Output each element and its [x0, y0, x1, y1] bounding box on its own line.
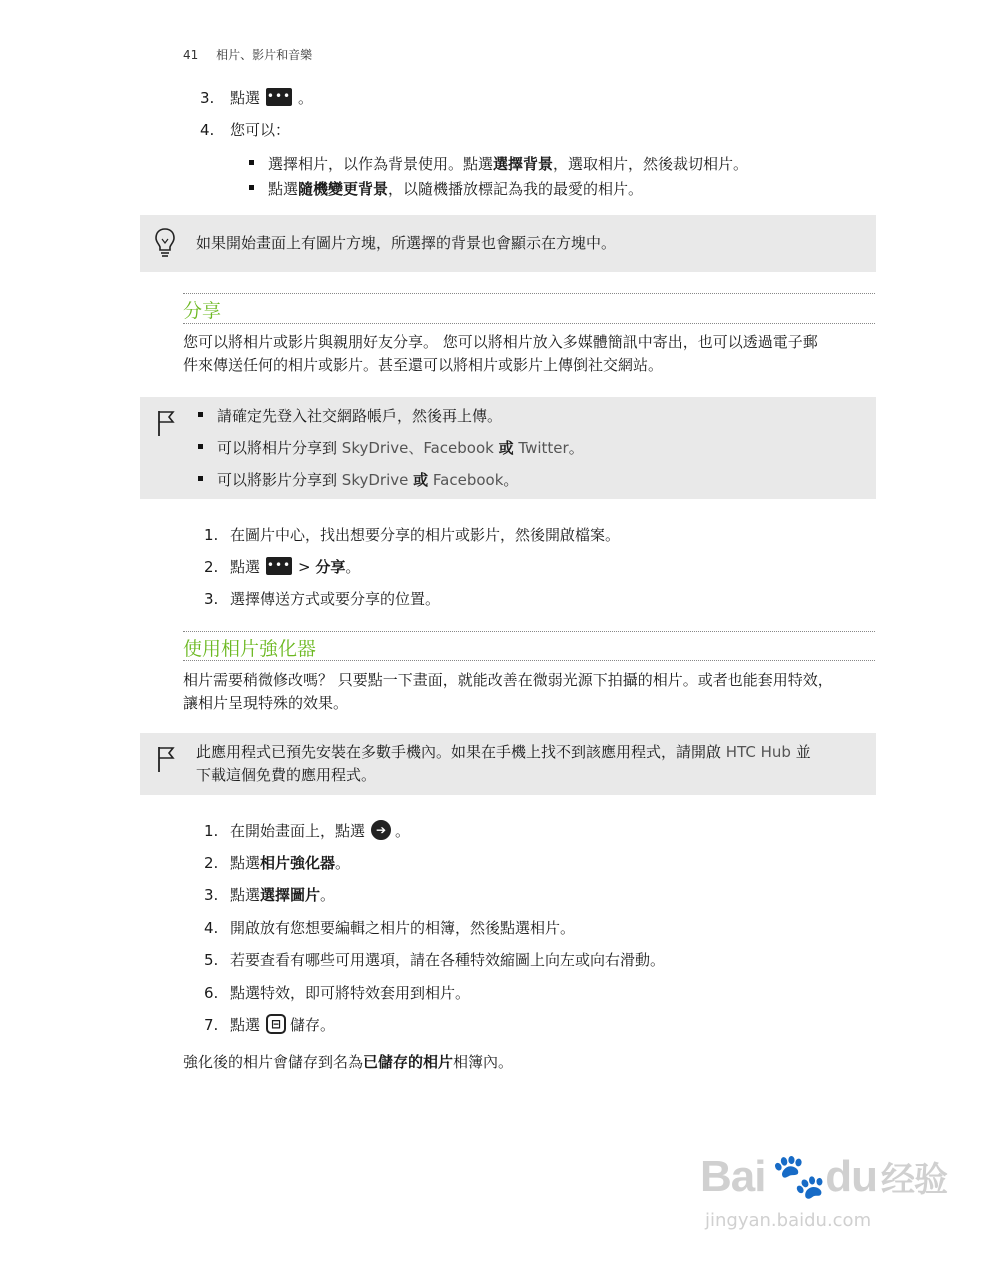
step-text: 若要查看有哪些可用選項，請在各種特效縮圖上向左或向右滑動。 — [230, 951, 666, 969]
list-item — [204, 884, 335, 906]
watermark-brand: Bai — [700, 1152, 766, 1201]
step-text: 在開始畫面上，點選 — [230, 822, 366, 840]
step-number: 5. — [204, 951, 219, 969]
closing-paragraph — [183, 1051, 878, 1074]
watermark-brand: 经验 — [881, 1161, 948, 1199]
brand-name: Facebook — [432, 471, 504, 489]
step-number: 2. — [204, 854, 219, 872]
bullet-item — [198, 405, 502, 427]
list-item — [200, 119, 290, 141]
step-text: 點選 — [230, 854, 261, 872]
chapter-title: 相片、影片和音樂 — [216, 48, 313, 62]
brand-name: Twitter — [518, 439, 569, 457]
bullet-item — [198, 437, 584, 459]
note-line: 下載這個免費的應用程式。 — [196, 766, 377, 784]
watermark-brand: du — [825, 1152, 878, 1201]
paragraph-line: 件來傳送任何的相片或影片。甚至還可以將相片或影片上傳倒社交網站。 — [183, 356, 664, 374]
lightbulb-icon — [154, 227, 176, 259]
bullet-item — [249, 178, 643, 200]
bullet-text: 。 — [503, 471, 519, 489]
step-text: 您可以： — [230, 121, 291, 139]
step-text: 選擇傳送方式或要分享的位置。 — [230, 590, 441, 608]
brand-name: HTC Hub — [725, 743, 791, 761]
step-number: 3. — [204, 886, 219, 904]
step-text: 開啟放有您想要編輯之相片的相簿，然後點選相片。 — [230, 919, 576, 937]
step-text: 點選特效，即可將特效套用到相片。 — [230, 984, 471, 1002]
save-icon: ⊟ — [266, 1014, 286, 1034]
bold-term: 分享 — [315, 558, 346, 576]
more-button-icon: ••• — [266, 557, 292, 575]
note-text — [196, 741, 866, 787]
section-title: 分享 — [183, 300, 222, 322]
step-number: 3. — [204, 590, 219, 608]
note-line: 此應用程式已預先安裝在多數手機內。如果在手機上找不到該應用程式，請開啟 — [196, 743, 722, 761]
step-number: 6. — [204, 984, 219, 1002]
step-text: 。 — [335, 854, 351, 872]
bullet-text: 點選 — [268, 180, 299, 198]
bullet-icon — [198, 444, 203, 449]
note-box-enhancer — [140, 733, 876, 795]
bullet-text: 可以將影片分享到 — [217, 471, 338, 489]
bold-term: 已儲存的相片 — [363, 1053, 454, 1071]
step-text: 點選 — [230, 558, 261, 576]
step-number: 1. — [204, 526, 219, 544]
bold-term: 選擇圖片 — [260, 886, 321, 904]
step-text: 點選 — [230, 886, 261, 904]
page-header — [183, 46, 312, 63]
section-heading-share — [183, 293, 875, 324]
step-text: 。 — [298, 89, 314, 107]
step-text: 點選 — [230, 89, 261, 107]
step-text: > — [298, 558, 311, 576]
flag-icon — [156, 745, 176, 773]
step-number: 4. — [204, 919, 219, 937]
tip-box — [140, 215, 876, 272]
step-text: 。 — [395, 822, 411, 840]
list-item — [204, 949, 665, 971]
bullet-icon — [198, 476, 203, 481]
list-item — [204, 982, 470, 1004]
step-text: 在圖片中心，找出想要分享的相片或影片，然後開啟檔案。 — [230, 526, 621, 544]
bold-term: 或 — [413, 471, 429, 489]
step-number: 4. — [200, 121, 215, 139]
bold-term: 選擇背景 — [493, 155, 554, 173]
bullet-text: 請確定先登入社交網路帳戶，然後再上傳。 — [217, 407, 503, 425]
share-intro — [183, 331, 878, 377]
bullet-text: 。 — [568, 439, 584, 457]
page-number: 41 — [183, 48, 199, 62]
list-item — [204, 524, 620, 546]
paragraph-text: 強化後的相片會儲存到名為 — [183, 1053, 364, 1071]
bullet-item — [249, 153, 748, 175]
watermark-url: jingyan.baidu.com — [705, 1210, 872, 1231]
list-item — [204, 917, 575, 939]
bullet-icon — [249, 185, 254, 190]
enhancer-intro — [183, 669, 878, 715]
bullet-icon — [198, 412, 203, 417]
tip-text: 如果開始畫面上有圖片方塊，所選擇的背景也會顯示在方塊中。 — [196, 234, 617, 252]
bullet-text: ，選取相片，然後裁切相片。 — [553, 155, 749, 173]
arrow-right-icon: ➔ — [371, 820, 391, 840]
section-heading-enhancer — [183, 631, 875, 661]
bullet-icon — [249, 160, 254, 165]
step-number: 1. — [204, 822, 219, 840]
baidu-watermark — [700, 1150, 948, 1231]
brand-name: SkyDrive — [341, 471, 409, 489]
bullet-text: 可以將相片分享到 — [217, 439, 338, 457]
list-item — [204, 588, 440, 610]
step-text: 點選 — [230, 1016, 261, 1034]
list-item — [204, 820, 410, 842]
step-number: 7. — [204, 1016, 219, 1034]
paw-icon: 🐾 — [771, 1152, 826, 1201]
list-item — [204, 556, 360, 578]
more-button-icon: ••• — [266, 88, 292, 106]
list-item — [204, 1014, 335, 1036]
note-line: 並 — [795, 743, 811, 761]
list-item — [200, 87, 313, 109]
flag-icon — [156, 409, 176, 437]
bullet-item — [198, 469, 518, 491]
bullet-text: 選擇相片，以作為背景使用。點選 — [268, 155, 494, 173]
list-item — [204, 852, 350, 874]
brand-name: SkyDrive、Facebook — [341, 439, 494, 457]
paragraph-line: 您可以將相片或影片與親朋好友分享。 您可以將相片放入多媒體簡訊中寄出，也可以透過電子郵 — [183, 333, 818, 351]
bold-term: 隨機變更背景 — [298, 180, 389, 198]
step-text: 。 — [320, 886, 336, 904]
bold-term: 相片強化器 — [260, 854, 336, 872]
paragraph-text: 相簿內。 — [453, 1053, 514, 1071]
section-title: 使用相片強化器 — [183, 638, 317, 660]
paragraph-line: 讓相片呈現特殊的效果。 — [183, 694, 349, 712]
step-text: 儲存。 — [290, 1016, 336, 1034]
step-text: 。 — [345, 558, 361, 576]
step-number: 2. — [204, 558, 219, 576]
paragraph-line: 相片需要稍微修改嗎？ 只要點一下畫面，就能改善在微弱光源下拍攝的相片。或者也能套用特效， — [183, 671, 833, 689]
step-number: 3. — [200, 89, 215, 107]
bullet-text: ，以隨機播放標記為我的最愛的相片。 — [388, 180, 644, 198]
note-box-share — [140, 397, 876, 499]
bold-term: 或 — [498, 439, 514, 457]
